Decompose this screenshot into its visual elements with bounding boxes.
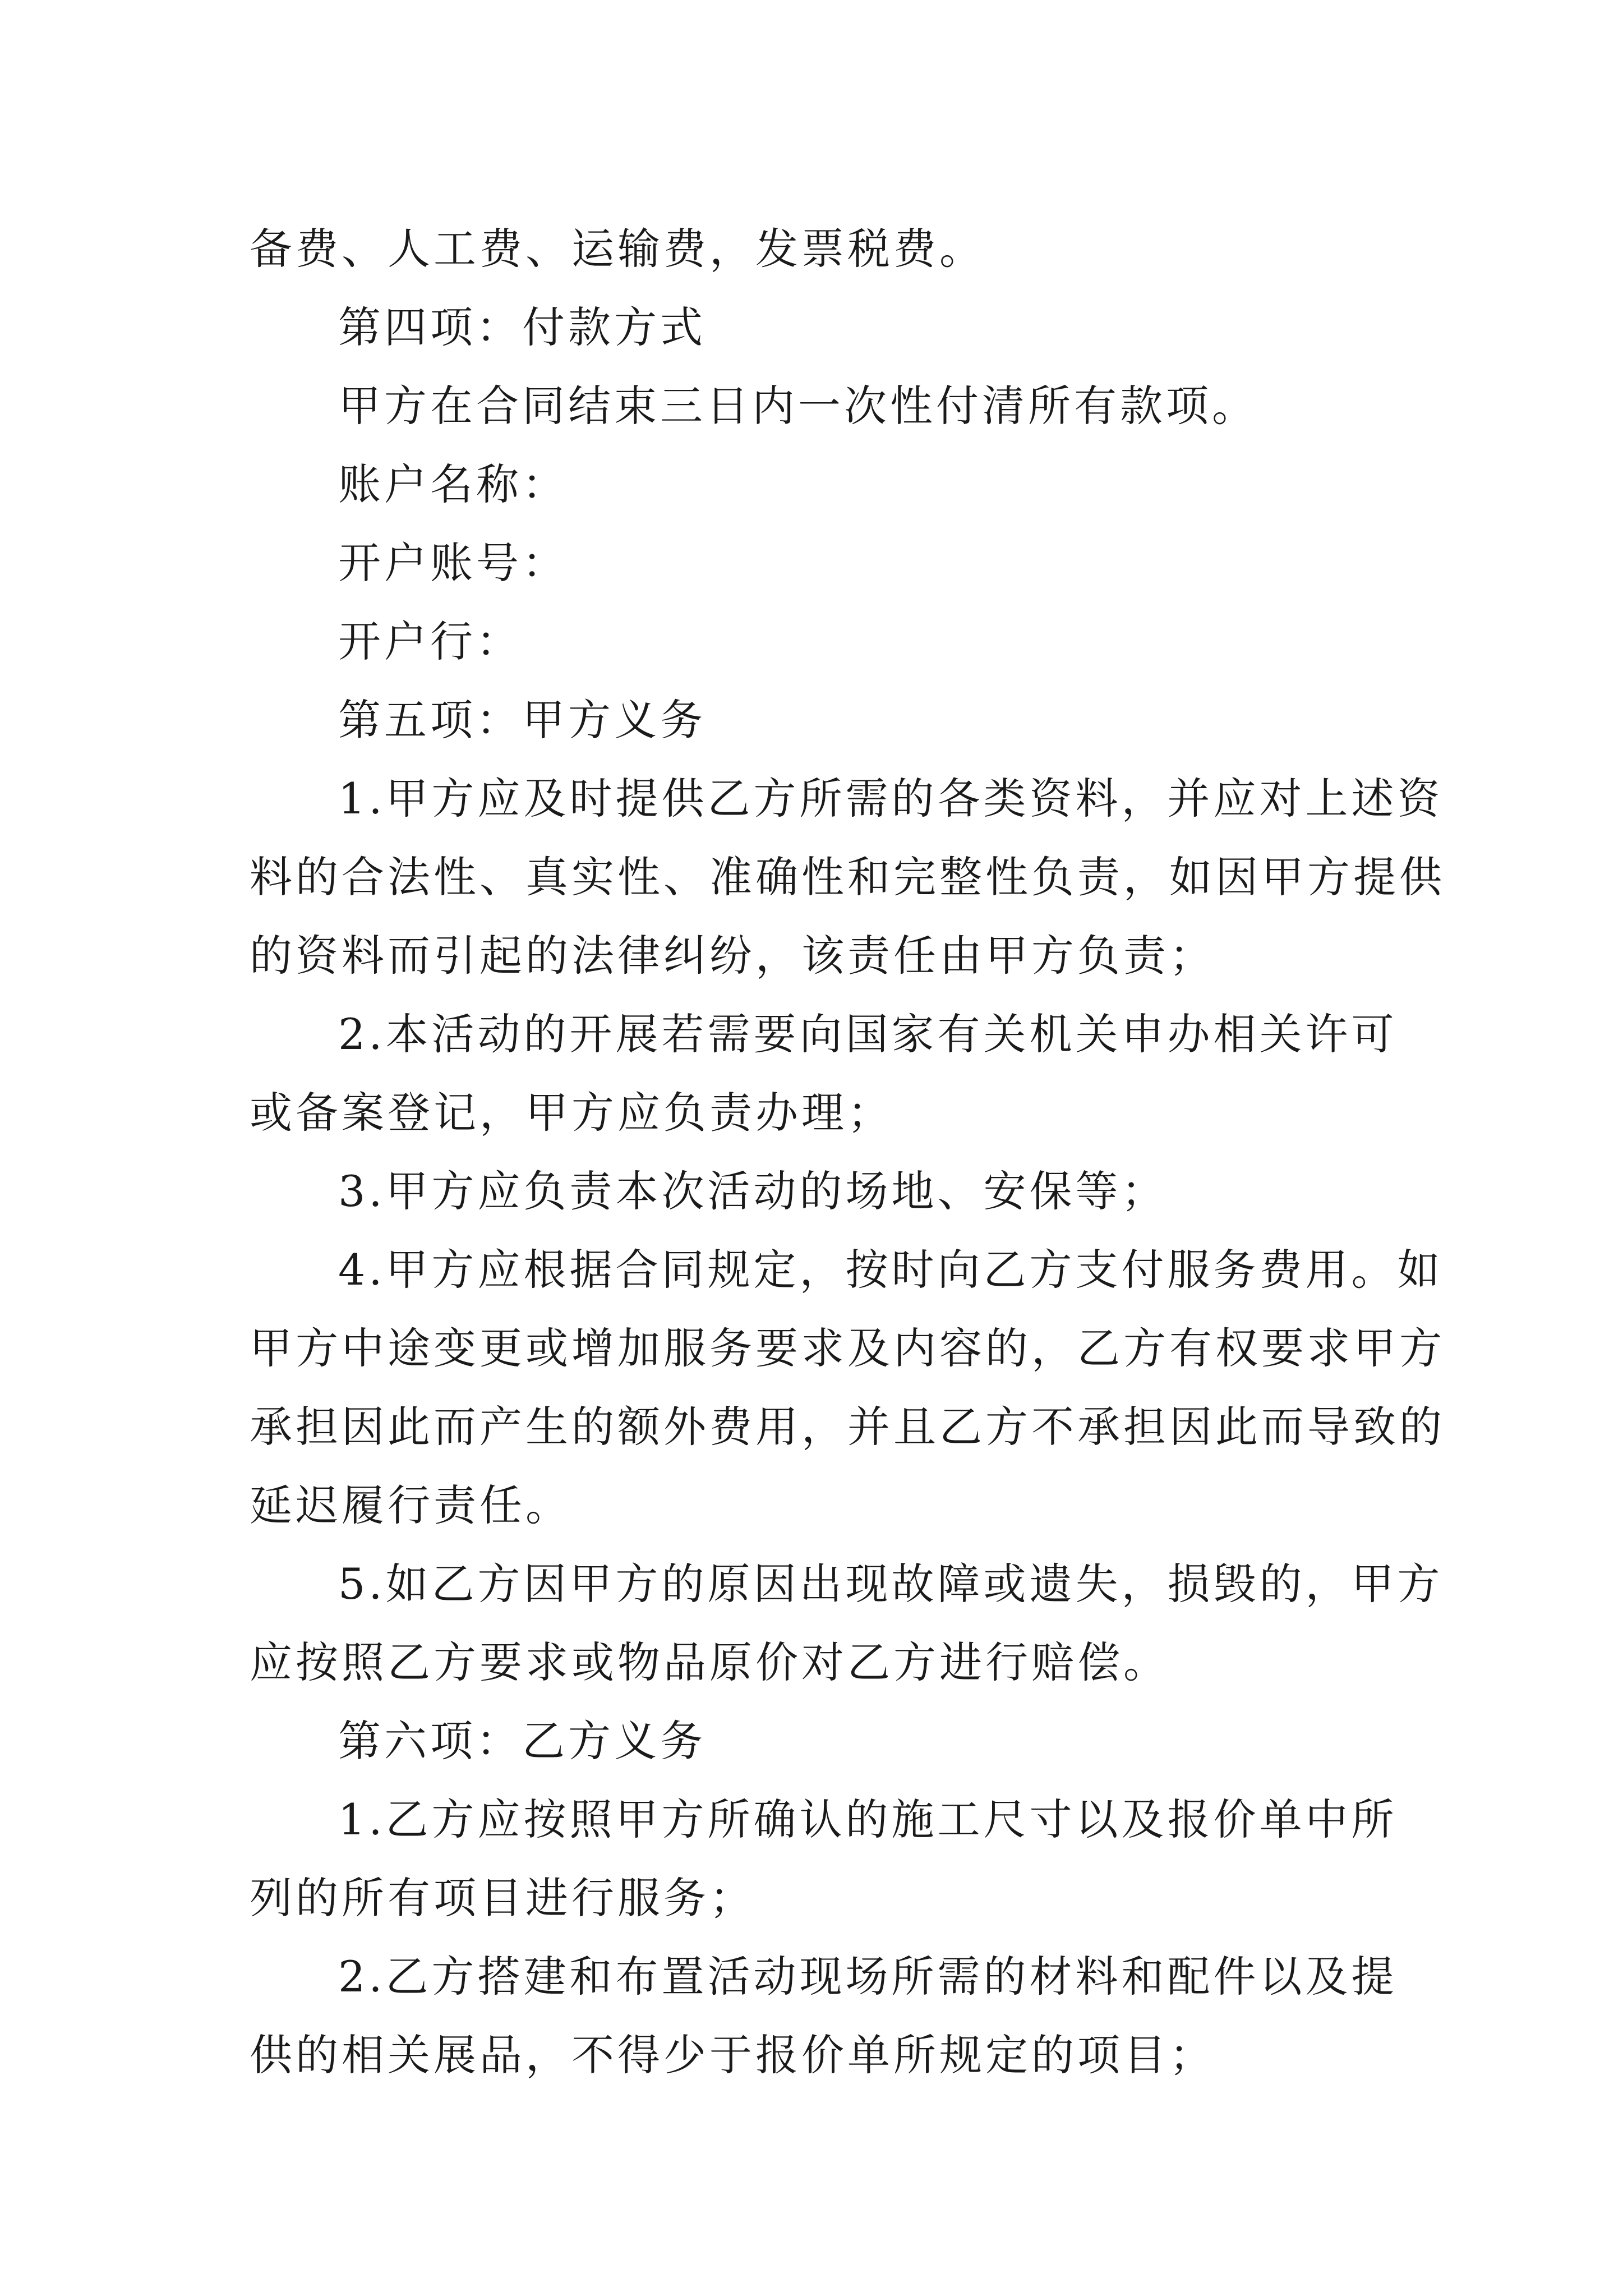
document-line: 或备案登记，甲方应负责办理； xyxy=(250,1088,893,1138)
document-line xyxy=(250,1388,1445,1466)
justified-text: 料 的 合 法 性 、 真 实 性 、 准 确 性 和 完 整 性 负 责 ， 如 因 甲 方 提 供 xyxy=(250,852,1445,902)
justified-text: 5 . 如 乙 方 因 甲 方 的 原 因 出 现 故 障 或 遗 失 ， 损 毁 的 ， 甲 方 xyxy=(338,1559,1444,1609)
justified-text: 4 . 甲 方 应 根 据 合 同 规 定 ， 按 时 向 乙 方 支 付 服 务 费 用 。 如 xyxy=(338,1245,1444,1295)
document-line xyxy=(250,1780,1398,1859)
document-line: 开户行： xyxy=(338,616,522,666)
document-line xyxy=(250,838,1445,917)
justified-text: 2 . 本 活 动 的 开 展 若 需 要 向 国 家 有 关 机 关 申 办 相 关 许 可 xyxy=(338,1009,1398,1059)
justified-text: 2 . 乙 方 搭 建 和 布 置 活 动 现 场 所 需 的 材 料 和 配 件 以 及 提 xyxy=(338,1952,1398,2001)
document-line xyxy=(250,995,1398,1074)
document-line: 甲方在合同结束三日内一次性付清所有款项。 xyxy=(338,381,1258,431)
document-line: 账户名称： xyxy=(338,459,568,509)
document-line xyxy=(250,1309,1445,1388)
document-line: 备费、人工费、运输费，发票税费。 xyxy=(250,224,985,274)
document-line: 第六项：乙方义务 xyxy=(338,1716,706,1766)
document-line: 列的所有项目进行服务； xyxy=(250,1873,755,1923)
justified-text: 甲 方 中 途 变 更 或 增 加 服 务 要 求 及 内 容 的 ， 乙 方 有 权 要 求 甲 方 xyxy=(250,1323,1445,1373)
document-line: 开户账号： xyxy=(338,538,568,588)
document-body xyxy=(250,210,1445,2095)
justified-text: 1 . 乙 方 应 按 照 甲 方 所 确 认 的 施 工 尺 寸 以 及 报 价 单 中 所 xyxy=(338,1795,1398,1844)
justified-text: 1 . 甲 方 应 及 时 提 供 乙 方 所 需 的 各 类 资 料 ， 并 应 对 上 述 资 xyxy=(338,774,1444,823)
document-line xyxy=(250,1231,1444,1309)
justified-text: 承 担 因 此 而 产 生 的 额 外 费 用 ， 并 且 乙 方 不 承 担 因 此 而 导 致 的 xyxy=(250,1402,1445,1452)
document-line: 的资料而引起的法律纠纷，该责任由甲方负责； xyxy=(250,931,1215,981)
document-line: 第四项：付款方式 xyxy=(338,302,706,352)
document-line xyxy=(250,1938,1398,2016)
document-line: 3.甲方应负责本次活动的场地、安保等； xyxy=(338,1166,1168,1216)
document-line: 供的相关展品，不得少于报价单所规定的项目； xyxy=(250,2030,1215,2080)
document-line: 第五项：甲方义务 xyxy=(338,695,706,745)
document-line xyxy=(250,1545,1444,1623)
document-line: 应按照乙方要求或物品原价对乙方进行赔偿。 xyxy=(250,1637,1169,1687)
document-line: 延迟履行责任。 xyxy=(250,1480,571,1530)
document-line xyxy=(250,760,1444,838)
